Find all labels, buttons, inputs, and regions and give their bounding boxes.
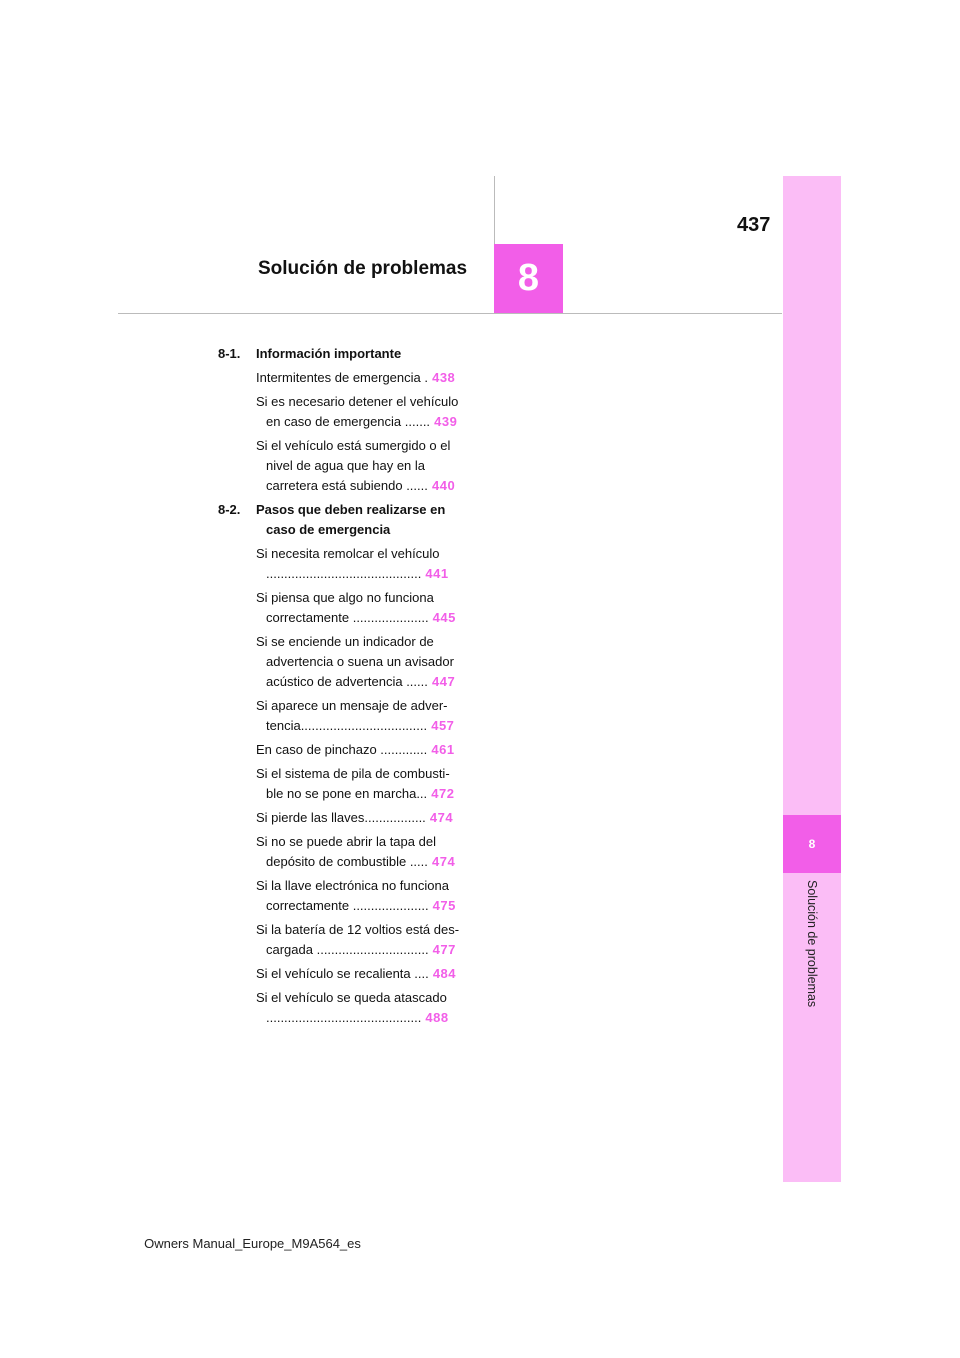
toc-section-number: 8-1. bbox=[218, 346, 241, 361]
toc-entry-text: depósito de combustible ..... 474 bbox=[266, 854, 456, 869]
toc-section-heading bbox=[218, 500, 468, 540]
table-of-contents bbox=[218, 344, 468, 1032]
toc-entry-text: nivel de agua que hay en la bbox=[266, 458, 426, 473]
toc-entry-text: en caso de emergencia ....... 439 bbox=[266, 414, 458, 429]
toc-entry-text: Si se enciende un indicador de bbox=[256, 634, 434, 649]
toc-entry[interactable] bbox=[218, 988, 468, 1028]
toc-entry-text: advertencia o suena un avisador bbox=[266, 654, 454, 669]
toc-page-link[interactable]: 438 bbox=[427, 370, 456, 385]
toc-entry-text: Si el vehículo está sumergido o el bbox=[256, 438, 451, 453]
toc-entry[interactable] bbox=[218, 740, 468, 760]
toc-entry[interactable] bbox=[218, 436, 468, 496]
toc-page-link[interactable]: 457 bbox=[427, 718, 455, 733]
toc-entry-text: En caso de pinchazo ............. 461 bbox=[256, 742, 455, 757]
toc-entry-text: Si piensa que algo no funciona bbox=[256, 590, 434, 605]
toc-entry[interactable] bbox=[218, 392, 468, 432]
toc-entry-text: Si es necesario detener el vehículo bbox=[256, 394, 459, 409]
toc-entry-text: Intermitentes de emergencia . 438 bbox=[256, 370, 456, 385]
chapter-title: Solución de problemas bbox=[258, 258, 468, 279]
toc-page-link[interactable]: 484 bbox=[428, 966, 457, 981]
toc-page-link[interactable]: 474 bbox=[427, 854, 456, 869]
divider-vertical bbox=[494, 176, 495, 244]
toc-entry-text: Si el vehículo se recalienta .... 484 bbox=[256, 966, 457, 981]
toc-entry-text: Si el vehículo se queda atascado bbox=[256, 990, 447, 1005]
divider-horizontal bbox=[118, 313, 782, 314]
toc-entry-text: cargada ............................... 477 bbox=[266, 942, 456, 957]
toc-entry-text: correctamente ..................... 445 bbox=[266, 610, 456, 625]
toc-page-link[interactable]: 488 bbox=[421, 1010, 449, 1025]
toc-entry-text: ble no se pone en marcha... 472 bbox=[266, 786, 455, 801]
toc-entry-text: correctamente ..................... 475 bbox=[266, 898, 456, 913]
toc-entry-text: Si no se puede abrir la tapa del bbox=[256, 834, 436, 849]
toc-entry-text: acústico de advertencia ...... 447 bbox=[266, 674, 456, 689]
toc-page-link[interactable]: 441 bbox=[421, 566, 449, 581]
toc-entry[interactable] bbox=[218, 764, 468, 804]
toc-section-heading bbox=[218, 344, 468, 364]
toc-entry-text: ........................................... 488 bbox=[266, 1010, 449, 1025]
side-tab-label: Solución de problemas bbox=[805, 880, 819, 1008]
toc-page-link[interactable]: 461 bbox=[427, 742, 455, 757]
toc-entry-text: Si pierde las llaves................. 474 bbox=[256, 810, 454, 825]
toc-page-link[interactable]: 475 bbox=[428, 898, 456, 913]
side-tab-number[interactable]: 8 bbox=[783, 815, 841, 873]
toc-entry[interactable] bbox=[218, 588, 468, 628]
chapter-number-box: 8 bbox=[494, 244, 563, 313]
toc-entry[interactable] bbox=[218, 832, 468, 872]
toc-entry[interactable] bbox=[218, 876, 468, 916]
toc-entry[interactable] bbox=[218, 920, 468, 960]
toc-entry-text: Si necesita remolcar el vehículo bbox=[256, 546, 440, 561]
toc-page-link[interactable]: 472 bbox=[427, 786, 455, 801]
side-strip bbox=[783, 176, 841, 1182]
toc-entry-text: carretera está subiendo ...... 440 bbox=[266, 478, 456, 493]
toc-entry[interactable] bbox=[218, 964, 468, 984]
toc-section-title: Pasos que deben realizarse en bbox=[256, 502, 446, 517]
toc-entry-text: Si la llave electrónica no funciona bbox=[256, 878, 449, 893]
footer: Owners Manual_Europe_M9A564_es bbox=[144, 1236, 361, 1251]
toc-section-title: caso de emergencia bbox=[266, 522, 391, 537]
toc-entry[interactable] bbox=[218, 544, 468, 584]
page-number: 437 bbox=[737, 214, 771, 236]
toc-entry-text: Si el sistema de pila de combusti- bbox=[256, 766, 450, 781]
toc-entry-text: Si aparece un mensaje de adver- bbox=[256, 698, 448, 713]
toc-entry[interactable] bbox=[218, 368, 468, 388]
toc-entry[interactable] bbox=[218, 696, 468, 736]
toc-page-link[interactable]: 439 bbox=[430, 414, 458, 429]
toc-entry-text: ........................................... 441 bbox=[266, 566, 449, 581]
toc-page-link[interactable]: 445 bbox=[428, 610, 456, 625]
toc-page-link[interactable]: 440 bbox=[427, 478, 456, 493]
toc-entry[interactable] bbox=[218, 808, 468, 828]
toc-entry-text: Si la batería de 12 voltios está des- bbox=[256, 922, 460, 937]
toc-section-number: 8-2. bbox=[218, 502, 241, 517]
toc-entry[interactable] bbox=[218, 632, 468, 692]
toc-page-link[interactable]: 447 bbox=[427, 674, 456, 689]
toc-section-title: Información importante bbox=[256, 346, 402, 361]
toc-page-link[interactable]: 477 bbox=[428, 942, 456, 957]
toc-page-link[interactable]: 474 bbox=[425, 810, 454, 825]
toc-entry-text: tencia................................... 457 bbox=[266, 718, 455, 733]
